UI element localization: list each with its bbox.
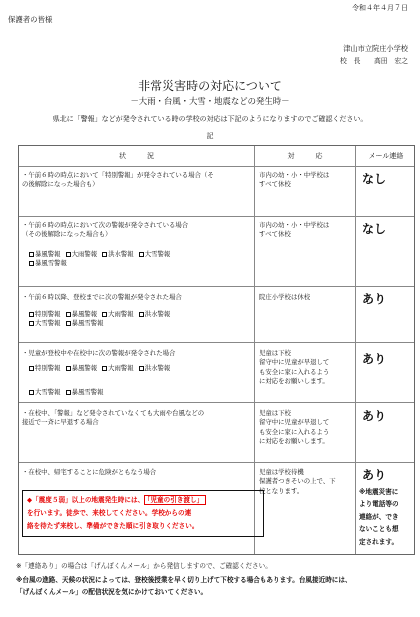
- row-divider: [19, 286, 414, 287]
- checkbox-icon: [66, 390, 71, 395]
- checkbox-icon: [29, 252, 34, 257]
- ki-mark: 記: [206, 132, 214, 140]
- header-mail: メール連絡: [368, 152, 404, 160]
- checkbox-icon: [29, 366, 34, 371]
- mail-answer: なし: [362, 222, 387, 236]
- checkbox-item: 暴風雪警報: [66, 386, 104, 399]
- document-date: 令和４年４月７日: [352, 4, 408, 12]
- checkbox-item: 暴風警報: [66, 310, 98, 319]
- earthquake-text-1: 「震度５弱」以上の地震発生時には、: [32, 496, 145, 504]
- checkbox-item: 大雪警報: [139, 250, 171, 259]
- checkbox-group: [29, 250, 254, 269]
- intro-text: 県北に「警報」などが発令されている時の学校の対応は下記のようになりますのでご確認ください。: [52, 114, 368, 123]
- situation-text: ・在校中、帰宅することに危険がともなう場合: [22, 468, 157, 476]
- checkbox-item: 大雪警報: [29, 386, 61, 399]
- checkbox-icon: [29, 390, 34, 395]
- response-text: 市内の幼・小・中学校は すべて休校: [259, 221, 330, 239]
- mail-answer: あり: [362, 352, 387, 366]
- checkbox-item: 特別警報: [29, 362, 61, 375]
- checkbox-item: 大雪警報: [29, 319, 61, 328]
- situation-text: ・午前６時の時点において次の警報が発令されている場合 （その後解除になった場合も）: [22, 221, 189, 239]
- checkbox-group: [29, 310, 254, 329]
- checkbox-item: 大雨警報: [102, 310, 134, 319]
- response-text: 児童は学校待機 保護者つきそいの上で、下 校となります。: [259, 468, 336, 495]
- checkbox-icon: [29, 312, 34, 317]
- column-divider: [355, 146, 356, 554]
- checkbox-icon: [139, 252, 144, 257]
- checkbox-item: 洪水警報: [139, 362, 171, 375]
- situation-text: ・午前６時以降、登校までに次の警報が発令された場合: [22, 293, 182, 301]
- checkbox-icon: [139, 312, 144, 317]
- checkbox-item: 暴風雪警報: [66, 319, 104, 328]
- checkbox-group: [29, 362, 254, 399]
- checkbox-item: 洪水警報: [139, 310, 171, 319]
- response-text: 児童は下校 留守中に児童が早退して も安全に家に入れるよう に対応をお願いします。: [259, 409, 330, 445]
- document-title: 非常災害時の対応について: [138, 79, 282, 93]
- response-text: 院庄小学校は休校: [259, 293, 311, 301]
- checkbox-icon: [102, 366, 107, 371]
- response-table: [18, 145, 415, 555]
- mail-note: ※地震災害に より電話等の 連絡が、でき ないことも想 定されます。: [359, 488, 399, 546]
- situation-text: ・午前６時の時点において「特別警報」が発令されている場合（そ の後解除になった場合も）: [22, 171, 214, 189]
- header-response: 対 応: [287, 152, 323, 160]
- row-divider: [19, 166, 414, 167]
- mail-answer: あり: [362, 468, 387, 482]
- earthquake-text-2: を行います。徒歩で、来校してください。学校からの連: [27, 509, 192, 517]
- mail-answer: あり: [362, 292, 387, 306]
- checkbox-icon: [66, 312, 71, 317]
- row-divider: [19, 402, 414, 403]
- school-name: 津山市立院庄小学校: [343, 44, 408, 53]
- footnote-typhoon: ※台風の進路、天候の状況によっては、登校後授業を早く切り上げて下校する場合もあります。台風接近時には、 「げんぼくんメール」の配信状況を気にかけておいてください。: [16, 576, 352, 596]
- earthquake-handover: 「児童の引き渡し」: [144, 495, 206, 505]
- situation-text: ・児童が登校中や在校中に次の警報が発令された場合: [22, 349, 176, 357]
- row-divider: [19, 216, 414, 217]
- checkbox-item: 大雨警報: [66, 250, 98, 259]
- header-situation: 状 況: [119, 152, 154, 160]
- checkbox-icon: [66, 321, 71, 326]
- row-divider: [19, 342, 414, 343]
- checkbox-icon: [66, 366, 71, 371]
- checkbox-icon: [139, 366, 144, 371]
- checkbox-icon: [102, 252, 107, 257]
- checkbox-item: 暴風雪警報: [29, 259, 67, 268]
- checkbox-icon: [29, 261, 34, 266]
- checkbox-item: 暴風警報: [66, 362, 98, 375]
- checkbox-icon: [102, 312, 107, 317]
- earthquake-text-3: 絡を待たず来校し、準備ができた順に引き取りください。: [27, 522, 199, 530]
- diamond-icon: ◆: [27, 496, 33, 504]
- addressee: 保護者の皆様: [8, 15, 53, 24]
- response-text: 児童は下校 留守中に児童が早退して も安全に家に入れるよう に対応をお願いします。: [259, 349, 330, 385]
- checkbox-item: 大雨警報: [102, 362, 134, 375]
- mail-answer: なし: [362, 172, 387, 186]
- checkbox-icon: [66, 252, 71, 257]
- earthquake-notice: [22, 490, 264, 537]
- row-danger: [19, 462, 254, 556]
- checkbox-icon: [29, 321, 34, 326]
- checkbox-item: 暴風警報: [29, 250, 61, 259]
- mail-answer: あり: [362, 409, 387, 423]
- document-subtitle: －大雨・台風・大雪・地震などの発生時－: [130, 96, 290, 106]
- checkbox-item: 特別警報: [29, 310, 61, 319]
- principal-name: 校 長 高田 宏之: [340, 57, 408, 65]
- checkbox-item: 洪水警報: [102, 250, 134, 259]
- response-text: 市内の幼・小・中学校は すべて休校: [259, 171, 330, 189]
- footnote-mail: ※「連絡あり」の場合は「げんぼくんメール」から発信しますので、ご確認ください。: [16, 562, 272, 570]
- situation-text: ・在校中、「警報」など発令されていなくても大雨や台風などの 接近で一斉に早退する場合: [22, 409, 205, 427]
